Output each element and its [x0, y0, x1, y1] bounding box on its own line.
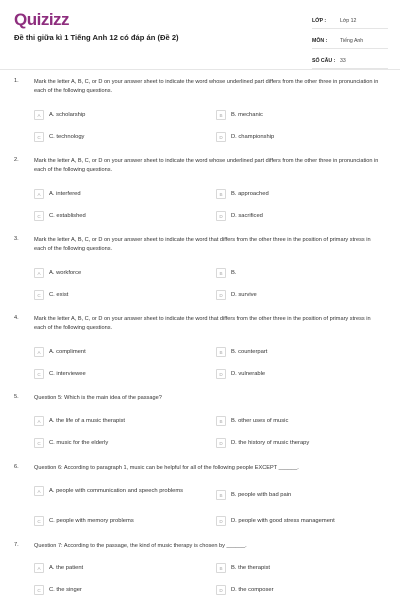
- meta-row-subject: [312, 34, 388, 49]
- meta-value: Tiếng Anh: [340, 38, 364, 44]
- option-a[interactable]: [34, 110, 85, 120]
- option-d[interactable]: [216, 369, 265, 379]
- meta-row-count: [312, 54, 388, 69]
- option-label: B. approached: [231, 190, 269, 197]
- option-c[interactable]: [34, 585, 82, 595]
- option-letter-box: B: [216, 189, 226, 199]
- option-d[interactable]: [216, 438, 309, 448]
- header-divider: [0, 69, 400, 70]
- option-letter-box: C: [34, 585, 44, 595]
- question-number: 6.: [14, 464, 19, 470]
- option-letter-box: C: [34, 211, 44, 221]
- option-a[interactable]: [34, 347, 86, 357]
- option-d[interactable]: [216, 290, 257, 300]
- option-letter-box: A: [34, 486, 44, 496]
- option-label: B. the therapist: [231, 564, 270, 571]
- option-label: A. the life of a music therapist: [49, 417, 126, 424]
- option-letter-box: A: [34, 189, 44, 199]
- meta-panel: [312, 14, 388, 74]
- option-label: A. interfered: [49, 190, 81, 197]
- option-label: D. people with good stress management: [231, 517, 335, 524]
- option-label: A. people with communication and speech problems: [49, 487, 184, 494]
- option-letter-box: B: [216, 490, 226, 500]
- option-d[interactable]: [216, 585, 274, 595]
- option-c[interactable]: [34, 211, 86, 221]
- option-d[interactable]: [216, 211, 263, 221]
- question-text: Mark the letter A, B, C, or D on your answer sheet to indicate the word that differs from the other three in the position of primary stress in each of the following questions.: [34, 316, 371, 331]
- option-a[interactable]: [34, 486, 194, 496]
- question-text: Question 5: Which is the main idea of the passage?: [34, 395, 162, 401]
- option-a[interactable]: [34, 563, 83, 573]
- option-label: A. compliment: [49, 348, 86, 355]
- option-label: B. people with bad pain: [231, 491, 292, 498]
- option-letter-box: D: [216, 585, 226, 595]
- option-label: D. sacrificed: [231, 212, 263, 219]
- meta-value: 33: [340, 58, 346, 64]
- option-label: C. technology: [49, 133, 85, 140]
- meta-value: Lớp 12: [340, 18, 357, 24]
- option-label: C. interviewee: [49, 370, 86, 377]
- option-label: D. survive: [231, 291, 257, 298]
- option-label: B. other uses of music: [231, 417, 289, 424]
- option-a[interactable]: [34, 416, 125, 426]
- option-c[interactable]: [34, 516, 134, 526]
- question-text: Mark the letter A, B, C, or D on your answer sheet to indicate the word that differs from the other three in the position of primary stress in each of the following questions.: [34, 237, 371, 252]
- option-label: C. people with memory problems: [49, 517, 134, 524]
- question-text: Question 6: According to paragraph 1, music can be helpful for all of the following people EXCEPT ______.: [34, 465, 299, 471]
- question-number: 3.: [14, 236, 19, 242]
- option-label: D. the history of music therapy: [231, 439, 310, 446]
- question-number: 1.: [14, 78, 19, 84]
- meta-row-class: [312, 14, 388, 29]
- option-b[interactable]: [216, 347, 267, 357]
- option-letter-box: B: [216, 563, 226, 573]
- option-letter-box: C: [34, 369, 44, 379]
- option-label: D. championship: [231, 133, 275, 140]
- option-d[interactable]: [216, 516, 335, 526]
- meta-label: LỚP :: [312, 18, 327, 24]
- question-text: Question 7: According to the passage, the kind of music therapy is chosen by ______.: [34, 543, 247, 549]
- meta-label: SỐ CÂU :: [312, 58, 336, 64]
- option-letter-box: D: [216, 516, 226, 526]
- option-label: A. the patient: [49, 564, 84, 571]
- option-b[interactable]: [216, 416, 288, 426]
- option-d[interactable]: [216, 132, 274, 142]
- question-number: 5.: [14, 394, 19, 400]
- option-c[interactable]: [34, 438, 108, 448]
- option-letter-box: A: [34, 563, 44, 573]
- option-a[interactable]: [34, 189, 81, 199]
- option-letter-box: C: [34, 438, 44, 448]
- option-b[interactable]: [216, 189, 269, 199]
- question-number: 4.: [14, 315, 19, 321]
- question-number: 7.: [14, 542, 19, 548]
- option-label: C. established: [49, 212, 86, 219]
- option-letter-box: A: [34, 416, 44, 426]
- option-a[interactable]: [34, 268, 81, 278]
- option-b[interactable]: [216, 490, 291, 500]
- quizizz-logo: Quizizz: [14, 10, 70, 29]
- option-label: B. counterpart: [231, 348, 268, 355]
- option-label: D. vulnerable: [231, 370, 266, 377]
- option-letter-box: A: [34, 110, 44, 120]
- option-letter-box: A: [34, 347, 44, 357]
- option-label: C. music for the elderly: [49, 439, 109, 446]
- question-number: 2.: [14, 157, 19, 163]
- option-letter-box: C: [34, 290, 44, 300]
- option-letter-box: D: [216, 290, 226, 300]
- option-letter-box: D: [216, 211, 226, 221]
- option-label: B. mechanic: [231, 111, 263, 118]
- option-c[interactable]: [34, 132, 84, 142]
- option-label: A. scholarship: [49, 111, 86, 118]
- option-label: C. the singer: [49, 586, 82, 593]
- page-title: Đề thi giữa kì 1 Tiếng Anh 12 có đáp án (Đề 2): [14, 33, 179, 42]
- option-letter-box: D: [216, 132, 226, 142]
- option-letter-box: B: [216, 268, 226, 278]
- option-label: D. the composer: [231, 586, 274, 593]
- option-letter-box: B: [216, 110, 226, 120]
- question-text: Mark the letter A, B, C, or D on your answer sheet to indicate the word whose underlined part differs from the other three in pronunciation in each of the following questions.: [34, 79, 379, 94]
- option-letter-box: C: [34, 132, 44, 142]
- option-letter-box: D: [216, 438, 226, 448]
- option-letter-box: B: [216, 347, 226, 357]
- question-text: Mark the letter A, B, C, or D on your answer sheet to indicate the word whose underlined part differs from the other three in pronunciation in each of the following questions.: [34, 158, 379, 173]
- option-letter-box: B: [216, 416, 226, 426]
- option-b[interactable]: [216, 563, 270, 573]
- option-b[interactable]: [216, 110, 263, 120]
- option-b[interactable]: [216, 268, 236, 278]
- option-letter-box: C: [34, 516, 44, 526]
- meta-label: MÔN :: [312, 38, 328, 44]
- option-label: C. exist: [49, 291, 69, 298]
- option-label: A. workforce: [49, 269, 82, 276]
- option-c[interactable]: [34, 369, 86, 379]
- option-letter-box: A: [34, 268, 44, 278]
- option-label: B.: [231, 269, 237, 276]
- option-letter-box: D: [216, 369, 226, 379]
- option-c[interactable]: [34, 290, 68, 300]
